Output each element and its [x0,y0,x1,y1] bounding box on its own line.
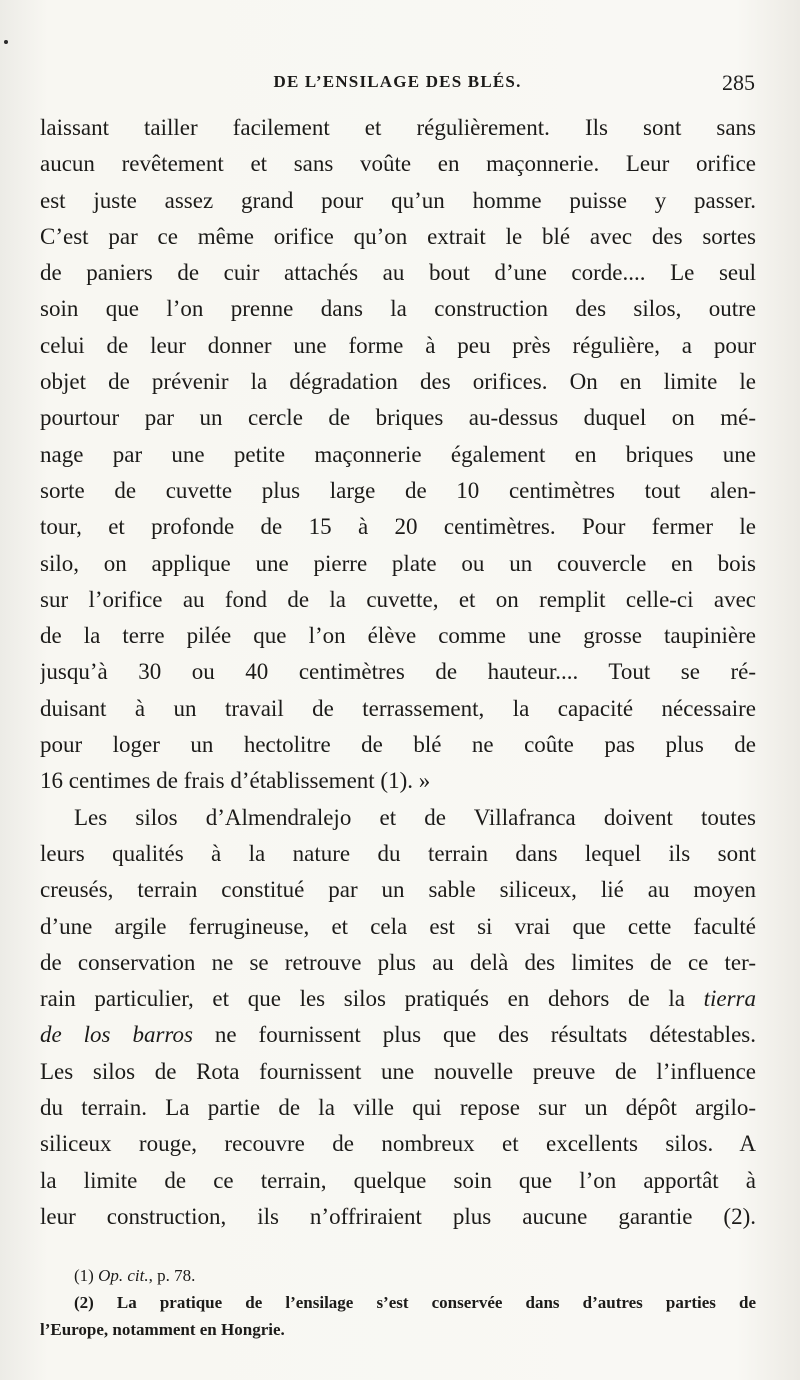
text-line: aucun revêtement et sans voûte en maçonnerie. Leur orifice [40,151,756,177]
paragraph-start-line: Les silos d’Almendralejo et de Villafranca doivent toutes [74,804,756,830]
text-line: C’est par ce même orifice qu’on extrait le blé avec des sortes [40,223,756,249]
footnote-1-marker: (1) [74,1266,94,1285]
text-line: du terrain. La partie de la ville qui repose sur un dépôt argilo- [40,1095,756,1121]
text-line: soin que l’on prenne dans la construction des silos, outre [40,296,756,322]
italic-term-de-los-barros: de los barros [40,1022,193,1048]
footnote-1 [40,1262,756,1289]
text-line: de conservation ne se retrouve plus au delà des limites de ce ter- [40,949,756,975]
text-line: nage par une petite maçonnerie également en briques une [40,441,756,467]
text-line: est juste assez grand pour qu’un homme puisse y passer. [40,187,756,213]
text-line: tour, et profonde de 15 à 20 centimètres. Pour fermer le [40,514,756,540]
text-line: de paniers de cuir attachés au bout d’une corde.... Le seul [40,260,756,286]
text-line-with-italic [40,1017,756,1053]
running-title: DE L’ENSILAGE DES BLÉS. [273,72,522,91]
footnote-2: (2) La pratique de l’ensilage s’est conservée dans d’autres parties de [74,1293,756,1312]
main-text [40,110,756,1235]
text-segment: ne fournissent plus que des résultats détestables. [214,1022,756,1048]
text-line: siliceux rouge, recouvre de nombreux et excellents silos. A [40,1131,756,1157]
footnote-2-continuation: l’Europe, notamment en Hongrie. [40,1320,285,1339]
footnote-1-page: , p. 78. [148,1266,196,1285]
text-line: Les silos de Rota fournissent une nouvelle preuve de l’influence [40,1058,756,1084]
footnote-1-reference: Op. cit. [98,1266,149,1285]
text-line: duisant à un travail de terrassement, la capacité nécessaire [40,695,756,721]
running-head [40,72,755,102]
text-line: celui de leur donner une forme à peu près régulière, a pour [40,332,756,358]
text-line: silo, on applique une pierre plate ou un couvercle en bois [40,550,756,576]
page-number: 285 [722,70,755,95]
text-line: leurs qualités à la nature du terrain dans lequel ils sont [40,840,756,866]
footnotes [40,1262,756,1343]
text-segment: rain particulier, et que les silos pratiqués en dehors de la [40,986,685,1012]
text-line: de la terre pilée que l’on élève comme une grosse taupinière [40,623,756,649]
text-line-with-italic [40,981,756,1017]
scan-speck [4,40,8,44]
text-line: jusqu’à 30 ou 40 centimètres de hauteur.... Tout se ré- [40,659,756,685]
text-line: creusés, terrain constitué par un sable siliceux, lié au moyen [40,877,756,903]
text-line: pourtour par un cercle de briques au-dessus duquel on mé- [40,405,756,431]
text-line: laissant tailler facilement et régulièrement. Ils sont sans [40,115,756,140]
text-line: sorte de cuvette plus large de 10 centimètres tout alen- [40,477,756,503]
text-line: objet de prévenir la dégradation des orifices. On en limite le [40,369,756,395]
text-line: leur construction, ils n’offriraient plus aucune garantie (2). [40,1203,756,1229]
text-line: d’une argile ferrugineuse, et cela est si vrai que cette faculté [40,913,756,939]
text-line: la limite de ce terrain, quelque soin que l’on apportât à [40,1167,756,1193]
text-line: pour loger un hectolitre de blé ne coûte pas plus de [40,732,756,758]
text-line: 16 centimes de frais d’établissement (1). » [40,768,431,794]
italic-term-tierra: tierra [703,986,756,1012]
text-line: sur l’orifice au fond de la cuvette, et on remplit celle-ci avec [40,586,756,612]
